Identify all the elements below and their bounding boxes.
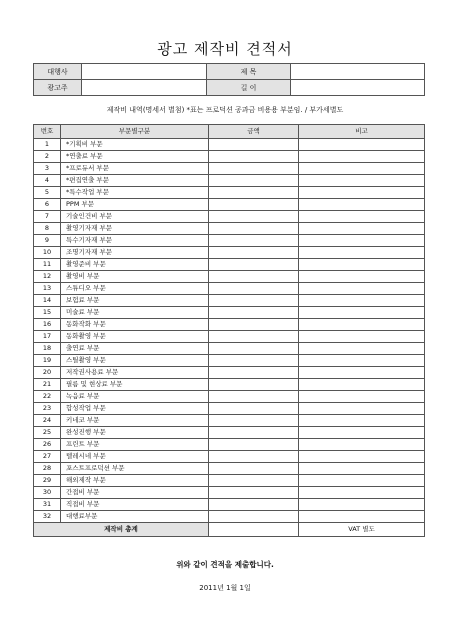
table-row — [34, 499, 425, 511]
row-remark[interactable] — [299, 367, 425, 379]
advertiser-label: 광고주 — [34, 80, 82, 96]
table-row — [34, 295, 425, 307]
header-no: 번호 — [34, 125, 61, 139]
table-row — [34, 439, 425, 451]
row-remark[interactable] — [299, 235, 425, 247]
row-number: 10 — [34, 247, 61, 259]
row-number: 28 — [34, 463, 61, 475]
row-remark[interactable] — [299, 199, 425, 211]
row-category: 키네코 부문 — [61, 415, 209, 427]
table-row — [34, 367, 425, 379]
row-number: 12 — [34, 271, 61, 283]
header-category: 부문별구분 — [61, 125, 209, 139]
row-amount[interactable] — [209, 163, 299, 175]
table-row — [34, 403, 425, 415]
row-category: 해외제작 부문 — [61, 475, 209, 487]
table-row — [34, 427, 425, 439]
info-row — [34, 64, 425, 80]
row-amount[interactable] — [209, 463, 299, 475]
row-number: 16 — [34, 319, 61, 331]
row-amount[interactable] — [209, 367, 299, 379]
row-amount[interactable] — [209, 403, 299, 415]
row-number: 13 — [34, 283, 61, 295]
row-number: 8 — [34, 223, 61, 235]
row-number: 3 — [34, 163, 61, 175]
row-number: 5 — [34, 187, 61, 199]
table-row — [34, 451, 425, 463]
table-row — [34, 487, 425, 499]
row-category: 보험료 부문 — [61, 295, 209, 307]
row-remark[interactable] — [299, 379, 425, 391]
row-remark[interactable] — [299, 403, 425, 415]
row-category: 스튜디오 부문 — [61, 283, 209, 295]
table-row — [34, 379, 425, 391]
row-remark[interactable] — [299, 163, 425, 175]
row-category: 직접비 부문 — [61, 499, 209, 511]
row-number: 4 — [34, 175, 61, 187]
agency-label: 대행사 — [34, 64, 82, 80]
header-row — [34, 125, 425, 139]
row-category: 출연료 부문 — [61, 343, 209, 355]
row-remark[interactable] — [299, 415, 425, 427]
row-remark[interactable] — [299, 247, 425, 259]
row-amount[interactable] — [209, 151, 299, 163]
document-note: 제작비 내역(명세서 별첨) *표는 프로덕션 공과금 비용용 부분임. / 부가세별도 — [106, 106, 344, 114]
row-category: 조명기자재 부문 — [61, 247, 209, 259]
row-number: 19 — [34, 355, 61, 367]
total-row — [34, 523, 425, 537]
row-amount[interactable] — [209, 271, 299, 283]
closing-statement: 위와 같이 견적을 제출합니다. — [176, 560, 274, 569]
row-number: 1 — [34, 139, 61, 151]
row-amount[interactable] — [209, 427, 299, 439]
row-amount[interactable] — [209, 343, 299, 355]
row-remark[interactable] — [299, 427, 425, 439]
advertiser-field[interactable] — [82, 80, 207, 96]
table-row — [34, 463, 425, 475]
row-category: 포스트프로덕션 부문 — [61, 463, 209, 475]
row-remark[interactable] — [299, 487, 425, 499]
row-category: 특수기자재 부문 — [61, 235, 209, 247]
table-row — [34, 415, 425, 427]
table-row — [34, 391, 425, 403]
row-amount[interactable] — [209, 499, 299, 511]
total-amount[interactable] — [209, 523, 299, 537]
info-row — [34, 80, 425, 96]
table-row — [34, 187, 425, 199]
row-remark[interactable] — [299, 463, 425, 475]
total-remark: VAT 별도 — [299, 523, 425, 537]
row-amount[interactable] — [209, 247, 299, 259]
row-category: 저작권사용료 부문 — [61, 367, 209, 379]
table-row — [34, 475, 425, 487]
row-amount[interactable] — [209, 379, 299, 391]
row-remark[interactable] — [299, 343, 425, 355]
cost-table — [33, 124, 425, 537]
row-amount[interactable] — [209, 295, 299, 307]
row-amount[interactable] — [209, 511, 299, 523]
row-number: 14 — [34, 295, 61, 307]
row-remark[interactable] — [299, 439, 425, 451]
total-label: 제작비 총계 — [34, 523, 209, 537]
row-number: 26 — [34, 439, 61, 451]
row-number: 32 — [34, 511, 61, 523]
table-row — [34, 283, 425, 295]
row-category: 동화촬영 부문 — [61, 331, 209, 343]
row-number: 30 — [34, 487, 61, 499]
row-amount[interactable] — [209, 319, 299, 331]
row-category: 텔레시네 부문 — [61, 451, 209, 463]
row-category: *편집연출 부문 — [61, 175, 209, 187]
row-category: 미술료 부문 — [61, 307, 209, 319]
row-amount[interactable] — [209, 139, 299, 151]
table-row — [34, 223, 425, 235]
row-remark[interactable] — [299, 331, 425, 343]
row-category: *연출료 부문 — [61, 151, 209, 163]
row-amount[interactable] — [209, 175, 299, 187]
row-category: 동화작화 부문 — [61, 319, 209, 331]
info-table — [33, 63, 425, 96]
table-row — [34, 343, 425, 355]
table-row — [34, 307, 425, 319]
table-row — [34, 163, 425, 175]
row-remark[interactable] — [299, 211, 425, 223]
row-category: 촬영준비 부문 — [61, 259, 209, 271]
row-remark[interactable] — [299, 355, 425, 367]
table-row — [34, 271, 425, 283]
row-amount[interactable] — [209, 391, 299, 403]
row-remark[interactable] — [299, 475, 425, 487]
table-row — [34, 211, 425, 223]
table-row — [34, 259, 425, 271]
subject-field[interactable] — [291, 64, 425, 80]
row-number: 29 — [34, 475, 61, 487]
table-row — [34, 151, 425, 163]
row-remark[interactable] — [299, 259, 425, 271]
row-remark[interactable] — [299, 307, 425, 319]
table-row — [34, 247, 425, 259]
row-remark[interactable] — [299, 319, 425, 331]
row-number: 20 — [34, 367, 61, 379]
row-amount[interactable] — [209, 451, 299, 463]
row-amount[interactable] — [209, 415, 299, 427]
header-amount: 금액 — [209, 125, 299, 139]
row-number: 31 — [34, 499, 61, 511]
table-row — [34, 175, 425, 187]
row-number: 25 — [34, 427, 61, 439]
row-amount[interactable] — [209, 235, 299, 247]
row-remark[interactable] — [299, 451, 425, 463]
table-row — [34, 235, 425, 247]
table-row — [34, 331, 425, 343]
row-amount[interactable] — [209, 283, 299, 295]
row-number: 18 — [34, 343, 61, 355]
row-category: 필름 및 현상료 부문 — [61, 379, 209, 391]
row-number: 7 — [34, 211, 61, 223]
row-amount[interactable] — [209, 259, 299, 271]
row-number: 6 — [34, 199, 61, 211]
row-remark[interactable] — [299, 511, 425, 523]
row-category: 촬영비 부문 — [61, 271, 209, 283]
table-row — [34, 319, 425, 331]
document-date: 2011년 1월 1일 — [199, 584, 251, 592]
row-category: 완성진행 부문 — [61, 427, 209, 439]
row-amount[interactable] — [209, 223, 299, 235]
row-remark[interactable] — [299, 187, 425, 199]
row-number: 11 — [34, 259, 61, 271]
row-category: 대행료부문 — [61, 511, 209, 523]
row-remark[interactable] — [299, 139, 425, 151]
length-field[interactable] — [291, 80, 425, 96]
row-amount[interactable] — [209, 307, 299, 319]
header-remark: 비고 — [299, 125, 425, 139]
row-remark[interactable] — [299, 151, 425, 163]
row-remark[interactable] — [299, 175, 425, 187]
row-number: 24 — [34, 415, 61, 427]
row-remark[interactable] — [299, 283, 425, 295]
row-remark[interactable] — [299, 271, 425, 283]
table-row — [34, 355, 425, 367]
row-amount[interactable] — [209, 211, 299, 223]
row-amount[interactable] — [209, 439, 299, 451]
row-remark[interactable] — [299, 223, 425, 235]
row-number: 2 — [34, 151, 61, 163]
row-amount[interactable] — [209, 475, 299, 487]
row-number: 27 — [34, 451, 61, 463]
row-remark[interactable] — [299, 391, 425, 403]
row-amount[interactable] — [209, 199, 299, 211]
row-category: *특수작업 부문 — [61, 187, 209, 199]
row-amount[interactable] — [209, 487, 299, 499]
row-number: 9 — [34, 235, 61, 247]
row-number: 23 — [34, 403, 61, 415]
row-number: 17 — [34, 331, 61, 343]
row-number: 22 — [34, 391, 61, 403]
row-category: *프로듀서 부문 — [61, 163, 209, 175]
row-category: *기획비 부문 — [61, 139, 209, 151]
row-amount[interactable] — [209, 331, 299, 343]
row-category: 프린트 부문 — [61, 439, 209, 451]
row-remark[interactable] — [299, 499, 425, 511]
document-title: 광고 제작비 견적서 — [157, 40, 293, 58]
row-category: 촬영기자재 부문 — [61, 223, 209, 235]
subject-label: 제 목 — [207, 64, 291, 80]
table-row — [34, 511, 425, 523]
row-amount[interactable] — [209, 187, 299, 199]
length-label: 길 이 — [207, 80, 291, 96]
row-category: 간접비 부문 — [61, 487, 209, 499]
row-category: 스틸촬영 부문 — [61, 355, 209, 367]
row-category: 합성작업 부문 — [61, 403, 209, 415]
row-category: PPM 부문 — [61, 199, 209, 211]
table-row — [34, 199, 425, 211]
table-row — [34, 139, 425, 151]
row-remark[interactable] — [299, 295, 425, 307]
agency-field[interactable] — [82, 64, 207, 80]
row-number: 21 — [34, 379, 61, 391]
row-category: 녹음료 부문 — [61, 391, 209, 403]
row-amount[interactable] — [209, 355, 299, 367]
row-number: 15 — [34, 307, 61, 319]
row-category: 기술인건비 부문 — [61, 211, 209, 223]
